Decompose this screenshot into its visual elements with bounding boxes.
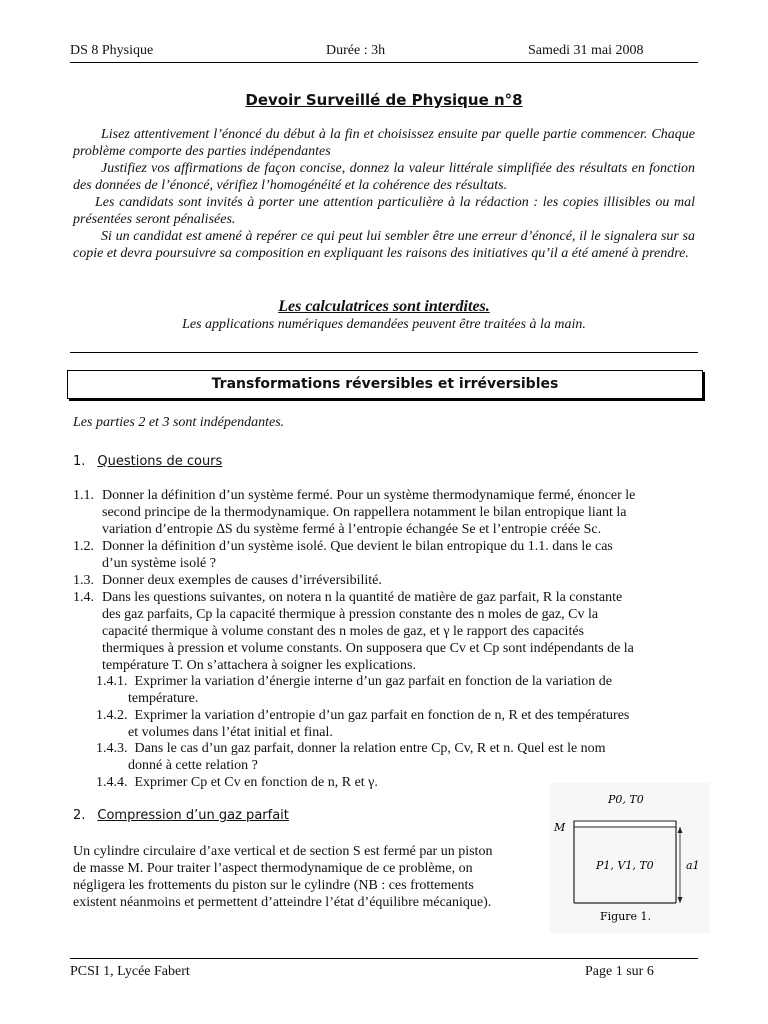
q-text: Donner la définition d’un système fermé. Pour un système thermodynamique fermé, énoncer le (102, 488, 636, 503)
question-1-1 (73, 487, 697, 538)
header-left: DS 8 Physique (70, 43, 154, 58)
header-right: Samedi 31 mai 2008 (528, 43, 644, 58)
document-title: Devoir Surveillé de Physique n°8 (245, 91, 523, 109)
figure-mass-label: M (554, 821, 566, 834)
q-text: Donner deux exemples de causes d’irréversibilité. (102, 573, 382, 588)
header-rule (70, 62, 698, 63)
instruction-3: Les candidats sont invités à porter une attention particulière à la rédaction : les copies illisibles ou mal présentées seront pénalisées. (73, 195, 695, 227)
q-text: des gaz parfaits, Cp la capacité thermique à pression constante des n moles de gaz, Cv la (102, 607, 599, 622)
footer-left: PCSI 1, Lycée Fabert (70, 964, 190, 979)
q-number: 1.1. (73, 488, 94, 503)
section-2-heading (73, 808, 289, 823)
q-text: variation d’entropie ∆S du système fermé à l’entropie échangée Se et l’entropie créée Sc. (102, 522, 602, 537)
instruction-1: Lisez attentivement l’énoncé du début à la fin et choisissez ensuite par quelle partie commencer. Chaque problème comporte des parties indépendantes (73, 127, 695, 159)
question-1-4-2 (96, 707, 696, 741)
calculators-notice: Les calculatrices sont interdites. (278, 298, 490, 315)
instruction-4: Si un candidat est amené à repérer ce qui peut lui sembler être une erreur d’énoncé, il le signalera sur sa copie et devra poursuivre sa composition en expliquant les raisons des initiatives qu’il a été amené à prendre. (73, 229, 695, 261)
q-number: 1.4. (73, 590, 94, 605)
q-number: 1.4.1. (96, 674, 128, 689)
question-1-4 (73, 589, 697, 674)
question-1-2 (73, 538, 697, 572)
p-line: négligera les frottements du piston sur le cylindre (NB : ces frottements (73, 878, 474, 893)
q-number: 1.4.4. (96, 775, 128, 790)
calculators-subtitle: Les applications numériques demandées peuvent être traitées à la main. (182, 317, 586, 332)
section-1-heading (73, 454, 222, 469)
section-1-number: 1. (73, 454, 86, 469)
question-1-4-1 (96, 673, 696, 707)
p-line: existent néanmoins et permettent d’atteindre l’état d’équilibre mécanique). (73, 895, 492, 910)
header-center: Durée : 3h (326, 43, 386, 58)
q-number: 1.4.3. (96, 741, 128, 756)
q-number: 1.2. (73, 539, 94, 554)
section-rule (70, 352, 698, 353)
piston (574, 821, 676, 827)
q-text: Dans les questions suivantes, on notera n la quantité de matière de gaz parfait, R la constante (102, 590, 623, 605)
figure-1 (550, 783, 710, 933)
q-text: Exprimer la variation d’énergie interne d’un gaz parfait en fonction de la variation de (134, 674, 612, 689)
figure-inside-label: P1, V1, T0 (596, 859, 654, 872)
q-text: température T. On s’attachera à soigner les explications. (102, 658, 416, 673)
figure-caption: Figure 1. (600, 910, 652, 923)
footer-rule (70, 958, 698, 959)
q-text: capacité thermique à volume constant des n moles de gaz, et γ le rapport des capacités (102, 624, 584, 639)
section-2-number: 2. (73, 808, 86, 823)
instruction-2: Justifiez vos affirmations de façon concise, donnez la valeur littérale simplifiée des résultats en fonction des données de l’énoncé, vérifiez l’homogénéité et la cohérence des résultats. (73, 161, 695, 193)
q-text: Exprimer Cp et Cv en fonction de n, R et γ. (134, 775, 378, 790)
section-1-title: Questions de cours (97, 454, 223, 469)
instructions (73, 126, 695, 262)
q-text: et volumes dans l’état initial et final. (128, 725, 333, 740)
figure-height-label: a1 (686, 859, 700, 872)
question-1-4-3 (96, 740, 696, 774)
section-2-title: Compression d’un gaz parfait (97, 808, 289, 823)
q-text: Exprimer la variation d’entropie d’un gaz parfait en fonction de n, R et des températures (134, 708, 630, 723)
p-line: Un cylindre circulaire d’axe vertical et de section S est fermé par un piston (73, 844, 493, 859)
q-text: Donner la définition d’un système isolé. Que devient le bilan entropique du 1.1. dans le cas (102, 539, 613, 554)
p-line: de masse M. Pour traiter l’aspect thermodynamique de ce problème, on (73, 861, 473, 876)
footer-right: Page 1 sur 6 (585, 964, 654, 979)
q-number: 1.4.2. (96, 708, 128, 723)
q-text: d’un système isolé ? (102, 556, 216, 571)
figure-top-label: P0, T0 (608, 793, 644, 806)
q-text: température. (128, 691, 199, 706)
q-text: thermiques à pression et volume constants. On supposera que Cv et Cp sont indépendants de la (102, 641, 634, 656)
q-text: donné à cette relation ? (128, 758, 258, 773)
problem-title: Transformations réversibles et irréversibles (67, 370, 703, 399)
q-text: second principe de la thermodynamique. On rappellera notamment le bilan entropique liant la (102, 505, 627, 520)
q-text: Dans le cas d’un gaz parfait, donner la relation entre Cp, Cv, R et n. Quel est le nom (134, 741, 606, 756)
parts-note: Les parties 2 et 3 sont indépendantes. (73, 415, 285, 430)
section-2-paragraph (73, 843, 538, 911)
q-number: 1.3. (73, 573, 94, 588)
question-1-3 (73, 572, 697, 589)
cylinder-diagram (550, 783, 710, 933)
